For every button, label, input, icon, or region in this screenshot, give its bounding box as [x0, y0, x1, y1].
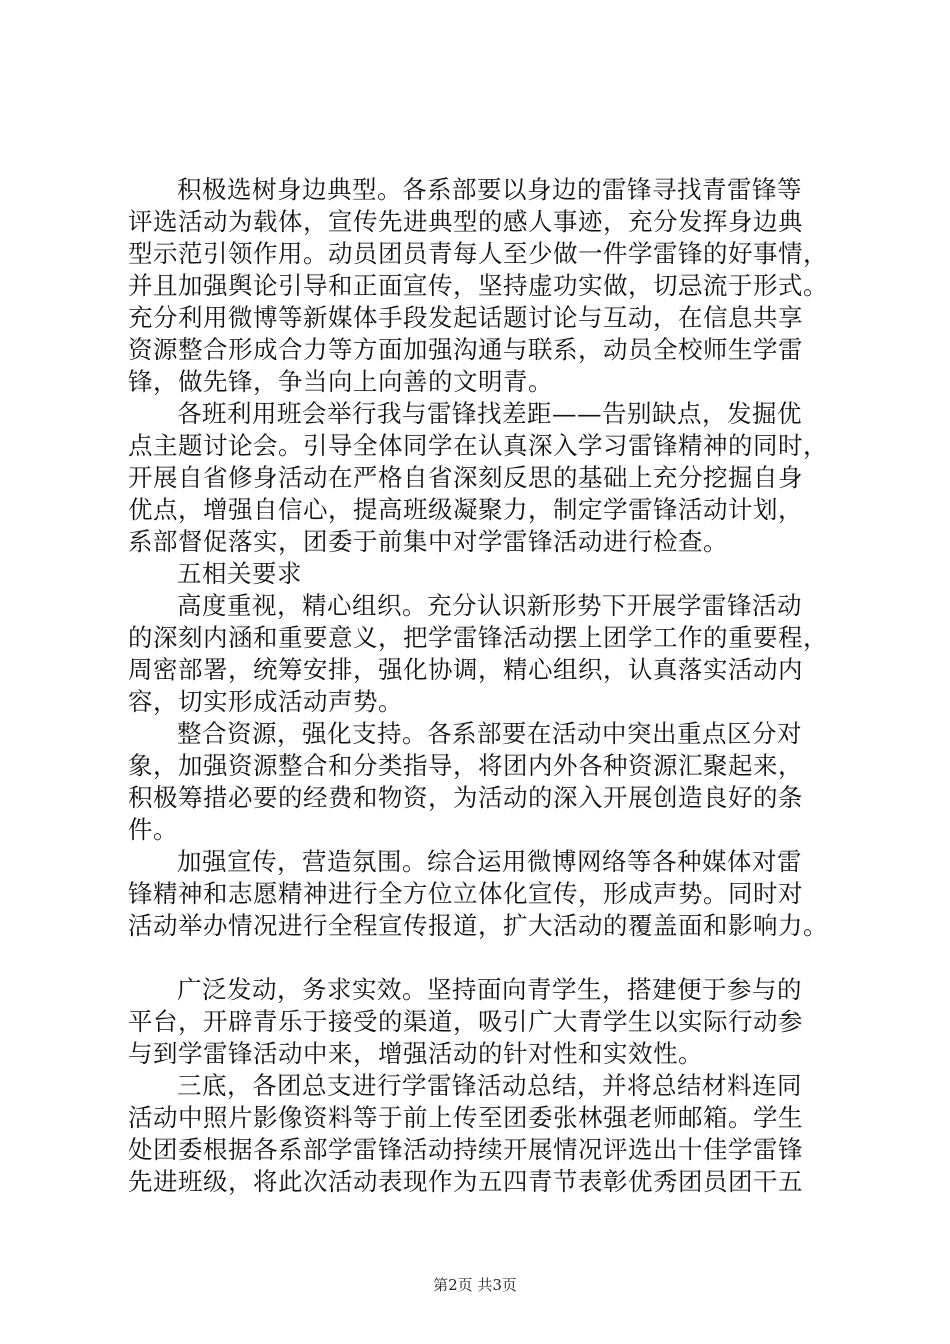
- paragraph-line: 优点，增强自信心，提高班级凝聚力，制定学雷锋活动计划，: [128, 495, 803, 524]
- paragraph-line: 充分利用微博等新媒体手段发起话题讨论与互动，在信息共享: [128, 303, 803, 332]
- paragraph-line: 象，加强资源整合和分类指导，将团内外各种资源汇聚起来，: [128, 751, 803, 780]
- paragraph-line: 广泛发动，务求实效。坚持面向青学生，搭建便于参与的: [177, 975, 802, 1004]
- paragraph-line: 件。: [128, 815, 178, 844]
- document-body: [128, 174, 828, 1198]
- paragraph-line: 活动举办情况进行全程宣传报道，扩大活动的覆盖面和影响力。: [128, 911, 828, 940]
- paragraph-line: 加强宣传，营造氛围。综合运用微博网络等各种媒体对雷: [177, 847, 802, 876]
- paragraph-line: 平台，开辟青乐于接受的渠道，吸引广大青学生以实际行动参: [128, 1007, 803, 1036]
- paragraph-line: 开展自省修身活动在严格自省深刻反思的基础上充分挖掘自身: [128, 463, 803, 492]
- paragraph-line: 资源整合形成合力等方面加强沟通与联系，动员全校师生学雷: [128, 335, 803, 364]
- paragraph-line: 型示范引领作用。动员团员青每人至少做一件学雷锋的好事情，: [128, 239, 828, 268]
- paragraph-line: 积极选树身边典型。各系部要以身边的雷锋寻找青雷锋等: [177, 175, 802, 204]
- page-number-footer: 第2页 共3页: [433, 1276, 517, 1294]
- paragraph-line: 高度重视，精心组织。充分认识新形势下开展学雷锋活动: [177, 591, 802, 620]
- paragraph-line: 三底，各团总支进行学雷锋活动总结，并将总结材料连同: [177, 1071, 802, 1100]
- paragraph-line: 先进班级，将此次活动表现作为五四青节表彰优秀团员团干五: [128, 1167, 803, 1196]
- paragraph-line: 并且加强舆论引导和正面宣传，坚持虚功实做，切忌流于形式。: [128, 271, 828, 300]
- paragraph-line: 整合资源，强化支持。各系部要在活动中突出重点区分对: [177, 719, 802, 748]
- paragraph-line: 锋精神和志愿精神进行全方位立体化宣传，形成声势。同时对: [128, 879, 803, 908]
- paragraph-line: 点主题讨论会。引导全体同学在认真深入学习雷锋精神的同时，: [128, 431, 828, 460]
- paragraph-line: 评选活动为载体，宣传先进典型的感人事迹，充分发挥身边典: [128, 207, 803, 236]
- paragraph-line: 周密部署，统筹安排，强化协调，精心组织，认真落实活动内: [128, 655, 803, 684]
- paragraph-line: 的深刻内涵和重要意义，把学雷锋活动摆上团学工作的重要程，: [128, 623, 828, 652]
- paragraph-line: 处团委根据各系部学雷锋活动持续开展情况评选出十佳学雷锋: [128, 1135, 803, 1164]
- paragraph-line: 活动中照片影像资料等于前上传至团委张林强老师邮箱。学生: [128, 1103, 803, 1132]
- section-heading: 五相关要求: [177, 559, 302, 588]
- paragraph-line: 容，切实形成活动声势。: [128, 687, 403, 716]
- paragraph-line: 与到学雷锋活动中来，增强活动的针对性和实效性。: [128, 1039, 703, 1068]
- paragraph-line: 积极筹措必要的经费和物资，为活动的深入开展创造良好的条: [128, 783, 803, 812]
- paragraph-line: 系部督促落实，团委于前集中对学雷锋活动进行检查。: [128, 527, 728, 556]
- paragraph-line: 各班利用班会举行我与雷锋找差距——告别缺点，发掘优: [177, 399, 802, 428]
- paragraph-line: 锋，做先锋，争当向上向善的文明青。: [128, 367, 553, 396]
